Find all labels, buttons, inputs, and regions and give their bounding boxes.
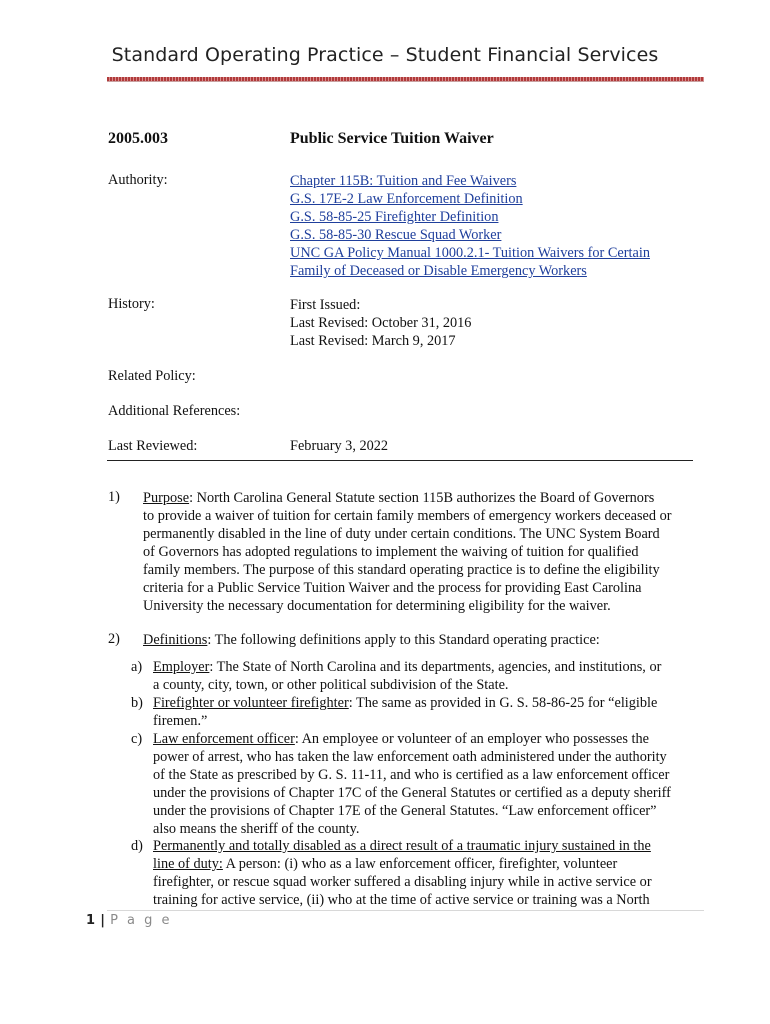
definition-term: Employer — [153, 659, 210, 675]
page-separator: | — [100, 913, 106, 928]
definition-term: Permanently and totally disabled as a direct result of a traumatic injury sustained in the — [153, 838, 651, 854]
definitions-intro-text: : The following definitions apply to this Standard operating practice: — [207, 632, 600, 648]
definition-c-letter: c) — [131, 731, 143, 747]
definition-line: : An employee or volunteer of an employer who possesses the — [294, 731, 650, 747]
definition-law-enforcement-officer — [153, 730, 671, 838]
history-label: History: — [108, 296, 155, 312]
history-lines — [290, 296, 471, 350]
history-first-issued: First Issued: — [290, 297, 361, 313]
authority-link-gs-58-85-25[interactable]: G.S. 58-85-25 Firefighter Definition — [290, 209, 499, 225]
definition-line: under the provisions of Chapter 17C of the General Statutes or certified as a deputy sheriff — [153, 785, 671, 801]
definition-line: of the State as prescribed by G. S. 11-11, and who is certified as a law enforcement officer — [153, 767, 670, 783]
definition-term: Law enforcement officer — [153, 731, 295, 747]
section-divider — [107, 460, 693, 461]
definition-permanently-disabled — [153, 837, 652, 909]
authority-link-gs-17e-2[interactable]: G.S. 17E-2 Law Enforcement Definition — [290, 191, 523, 207]
definition-line: training for active service, (ii) who at the time of active service or training was a North — [153, 892, 650, 908]
definition-term-cont: line of duty: — [153, 856, 223, 872]
policy-title: Public Service Tuition Waiver — [290, 130, 494, 147]
definition-line: firemen.” — [153, 713, 208, 729]
related-policy-label: Related Policy: — [108, 368, 196, 384]
purpose-number: 1) — [108, 489, 120, 505]
authority-link-chapter-115b[interactable]: Chapter 115B: Tuition and Fee Waivers — [290, 173, 517, 189]
definition-term: Firefighter or volunteer firefighter — [153, 695, 349, 711]
definition-line: a county, city, town, or other political subdivision of the State. — [153, 677, 509, 693]
page-label: P a g e — [110, 913, 173, 928]
history-last-revised-2: Last Revised: March 9, 2017 — [290, 333, 456, 349]
authority-link-unc-ga-policy[interactable]: UNC GA Policy Manual 1000.2.1- Tuition Waivers for Certain — [290, 245, 650, 261]
definition-line: power of arrest, who has taken the law enforcement oath administered under the authority — [153, 749, 667, 765]
definition-employer — [153, 658, 661, 694]
purpose-line: family members. The purpose of this standard operating practice is to define the eligibility — [143, 562, 660, 578]
definition-line: : The same as provided in G. S. 58-86-25 for “eligible — [348, 695, 658, 711]
page-number: 1 — [86, 913, 96, 928]
page-header-title: Standard Operating Practice – Student Financial Services — [111, 44, 659, 66]
authority-link-gs-58-85-30[interactable]: G.S. 58-85-30 Rescue Squad Worker — [290, 227, 502, 243]
definition-b-letter: b) — [131, 695, 143, 711]
definitions-intro — [143, 631, 600, 649]
header-rule-underline — [107, 81, 704, 82]
purpose-line: criteria for a Public Service Tuition Waiver and the process for providing East Carolina — [143, 580, 642, 596]
definitions-number: 2) — [108, 631, 120, 647]
policy-number: 2005.003 — [108, 130, 168, 147]
purpose-section — [143, 489, 672, 615]
definition-a-letter: a) — [131, 659, 143, 675]
definition-line: : The State of North Carolina and its departments, agencies, and institutions, or — [209, 659, 662, 675]
last-reviewed-value: February 3, 2022 — [290, 438, 389, 454]
purpose-line: University the necessary documentation for determining eligibility for the waiver. — [143, 598, 611, 614]
authority-label: Authority: — [108, 172, 168, 188]
authority-link-unc-ga-policy-cont[interactable]: Family of Deceased or Disable Emergency Workers — [290, 263, 587, 279]
definitions-heading: Definitions — [143, 632, 208, 648]
authority-links — [290, 172, 650, 280]
definition-firefighter — [153, 694, 657, 730]
last-reviewed-label: Last Reviewed: — [108, 438, 198, 454]
definition-line: under the provisions of Chapter 17E of the General Statutes. “Law enforcement officer” — [153, 803, 657, 819]
purpose-line: to provide a waiver of tuition for certain family members of emergency workers deceased or — [143, 508, 672, 524]
definition-line: A person: (i) who as a law enforcement officer, firefighter, volunteer — [222, 856, 618, 872]
purpose-heading: Purpose — [143, 490, 190, 506]
purpose-line: permanently disabled in the line of duty under certain conditions. The UNC System Board — [143, 526, 660, 542]
footer-rule — [107, 910, 704, 911]
purpose-line: : North Carolina General Statute section 115B authorizes the Board of Governors — [189, 490, 655, 506]
definition-line: firefighter, or rescue squad worker suffered a disabling injury while in active service or — [153, 874, 652, 890]
history-last-revised-1: Last Revised: October 31, 2016 — [290, 315, 472, 331]
purpose-line: of Governors has adopted regulations to implement the waiving of tuition for qualified — [143, 544, 639, 560]
definition-line: also means the sheriff of the county. — [153, 821, 360, 837]
additional-references-label: Additional References: — [108, 403, 241, 419]
page-footer — [86, 913, 172, 928]
definition-d-letter: d) — [131, 838, 143, 854]
